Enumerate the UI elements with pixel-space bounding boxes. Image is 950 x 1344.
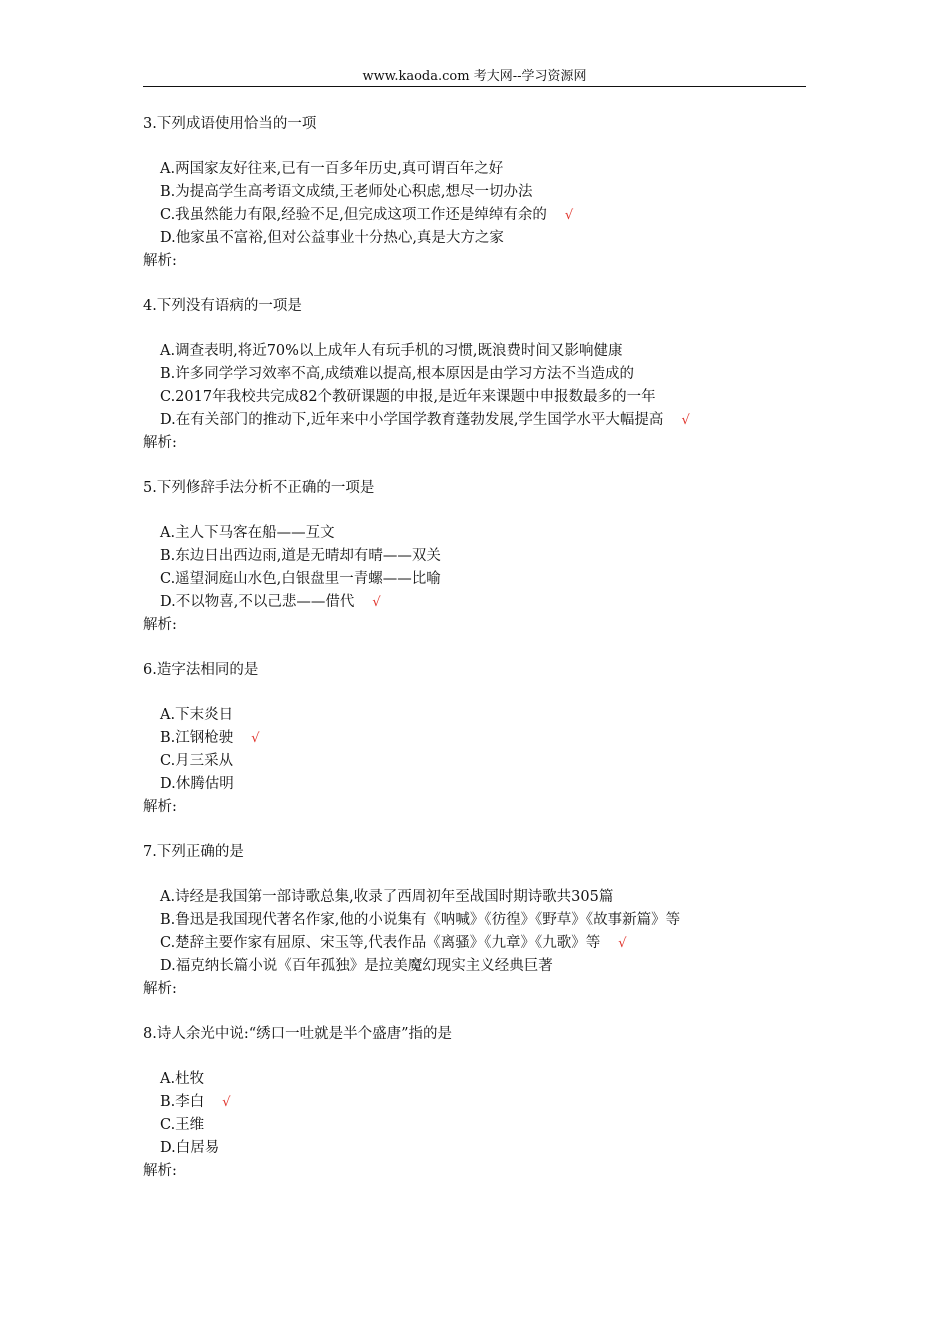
option-b: B.为提高学生高考语文成绩,王老师处心积虑,想尽一切办法 — [160, 184, 533, 200]
option-b: B.江钢枪驶 √ — [160, 730, 260, 746]
header-text: www.kaoda.com 考大网--学习资源网 — [362, 69, 587, 84]
analysis-label: 解析: — [143, 981, 177, 997]
analysis-label: 解析: — [143, 1163, 177, 1179]
question-4 — [143, 295, 823, 455]
option-c: C.2017年我校共完成82个教研课题的申报,是近年来课题中申报数最多的一年 — [160, 389, 656, 405]
page-header — [143, 68, 806, 87]
question-title: 8.诗人余光中说:“绣口一吐就是半个盛唐”指的是 — [143, 1026, 453, 1042]
option-a: A.诗经是我国第一部诗歌总集,收录了西周初年至战国时期诗歌共305篇 — [160, 889, 614, 905]
analysis-label: 解析: — [143, 799, 177, 815]
option-b: B.李白 √ — [160, 1094, 231, 1110]
option-c: C.遥望洞庭山水色,白银盘里一青螺——比喻 — [160, 571, 441, 587]
analysis-label: 解析: — [143, 435, 177, 451]
question-title: 7.下列正确的是 — [143, 844, 244, 860]
option-d: D.他家虽不富裕,但对公益事业十分热心,真是大方之家 — [160, 230, 504, 246]
option-d: D.白居易 — [160, 1140, 220, 1156]
option-a: A.两国家友好往来,已有一百多年历史,真可谓百年之好 — [160, 161, 504, 177]
question-title: 3.下列成语使用恰当的一项 — [143, 116, 317, 132]
option-c: C.楚辞主要作家有屈原、宋玉等,代表作品《离骚》《九章》《九歌》等 √ — [160, 935, 627, 951]
question-title: 4.下列没有语病的一项是 — [143, 298, 302, 314]
option-a: A.调查表明,将近70%以上成年人有玩手机的习惯,既浪费时间又影响健康 — [160, 343, 623, 359]
check-mark-icon: √ — [222, 1095, 231, 1110]
option-c: C.我虽然能力有限,经验不足,但完成这项工作还是绰绰有余的 √ — [160, 207, 574, 223]
option-b: B.鲁迅是我国现代著名作家,他的小说集有《呐喊》《彷徨》《野草》《故事新篇》等 — [160, 912, 681, 928]
option-a: A.下末炎日 — [160, 707, 234, 723]
check-mark-icon: √ — [681, 413, 690, 428]
check-mark-icon: √ — [618, 936, 627, 951]
question-title: 6.造字法相同的是 — [143, 662, 259, 678]
question-8 — [143, 1023, 823, 1183]
option-c: C.月三采从 — [160, 753, 234, 769]
question-5 — [143, 477, 823, 637]
analysis-label: 解析: — [143, 253, 177, 269]
analysis-label: 解析: — [143, 617, 177, 633]
question-title: 5.下列修辞手法分析不正确的一项是 — [143, 480, 375, 496]
option-d: D.在有关部门的推动下,近年来中小学国学教育蓬勃发展,学生国学水平大幅提高 √ — [160, 412, 690, 428]
option-a: A.主人下马客在船——互文 — [160, 525, 335, 541]
question-7 — [143, 841, 823, 1001]
check-mark-icon: √ — [372, 595, 381, 610]
option-c: C.王维 — [160, 1117, 205, 1133]
question-3 — [143, 113, 823, 273]
option-a: A.杜牧 — [160, 1071, 205, 1087]
question-list — [143, 113, 823, 1183]
option-d: D.不以物喜,不以己悲——借代 √ — [160, 594, 381, 610]
option-b: B.许多同学学习效率不高,成绩难以提高,根本原因是由学习方法不当造成的 — [160, 366, 634, 382]
check-mark-icon: √ — [564, 208, 574, 223]
question-6 — [143, 659, 823, 819]
option-d: D.休腾估明 — [160, 776, 234, 792]
option-b: B.东边日出西边雨,道是无晴却有晴——双关 — [160, 548, 441, 564]
option-d: D.福克纳长篇小说《百年孤独》是拉美魔幻现实主义经典巨著 — [160, 958, 553, 974]
check-mark-icon: √ — [251, 731, 260, 746]
